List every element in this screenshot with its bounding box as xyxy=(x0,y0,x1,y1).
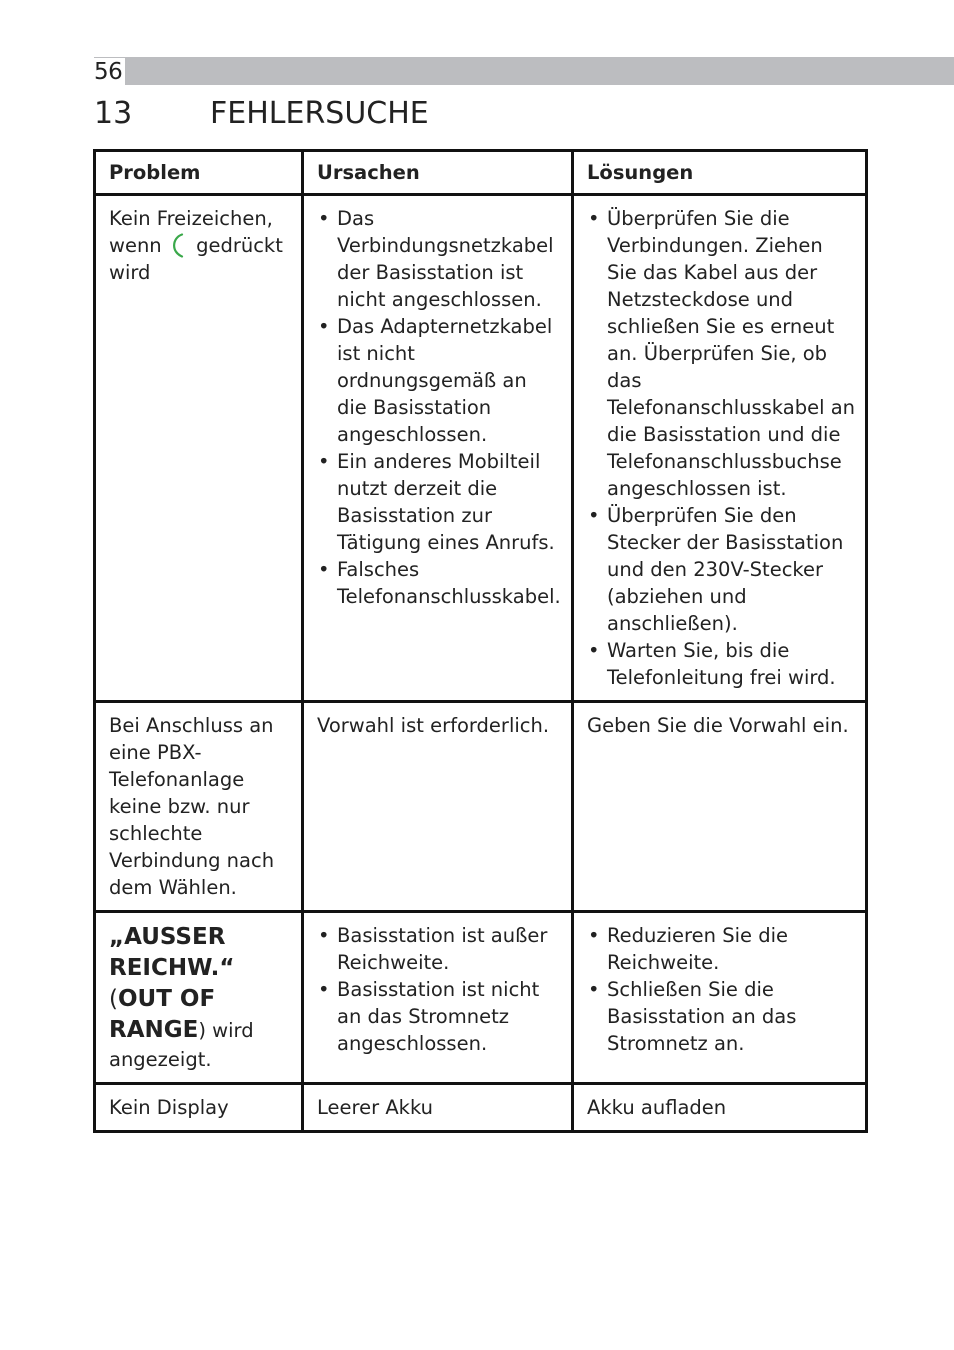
list-item: • Überprüfen Sie den Stecker der Basisstation und den 230V-Stecker (abziehen und anschließen). xyxy=(587,502,855,637)
header-problem: Problem xyxy=(95,151,303,195)
causes-cell xyxy=(303,912,573,1084)
problem-text-part2: gedrückt wird xyxy=(109,234,283,284)
problem-bold-german: „AUSSER REICHW.“ xyxy=(109,924,235,981)
list-item: • Schließen Sie die Basisstation an das Stromnetz an. xyxy=(587,976,855,1057)
solutions-list xyxy=(587,922,855,1057)
green-call-handset-icon xyxy=(168,232,190,259)
list-item: • Warten Sie, bis die Telefonleitung frei wird. xyxy=(587,637,855,691)
problem-bold-english: OUT OF RANGE xyxy=(109,986,216,1043)
list-item: • Das Adapternetzkabel ist nicht ordnungsgemäß an die Basisstation angeschlossen. xyxy=(317,313,561,448)
table-row xyxy=(95,912,867,1084)
troubleshooting-table xyxy=(93,149,868,1133)
table-row xyxy=(95,702,867,912)
list-item: • Basisstation ist außer Reichweite. xyxy=(317,922,561,976)
list-item: • Basisstation ist nicht an das Stromnetz angeschlossen. xyxy=(317,976,561,1057)
solutions-cell xyxy=(573,195,867,702)
page-number: 56 xyxy=(94,58,125,86)
solution-cell: Akku aufladen xyxy=(573,1084,867,1132)
problem-cell: Bei Anschluss an eine PBX-Telefonanlage keine bzw. nur schlechte Verbindung nach dem Wählen. xyxy=(95,702,303,912)
section-number: 13 xyxy=(94,96,133,131)
table-header-row xyxy=(95,151,867,195)
table-row xyxy=(95,195,867,702)
causes-list xyxy=(317,922,561,1057)
list-item: • Falsches Telefonanschlusskabel. xyxy=(317,556,561,610)
causes-cell xyxy=(303,195,573,702)
list-item: • Ein anderes Mobilteil nutzt derzeit die Basisstation zur Tätigung eines Anrufs. xyxy=(317,448,561,556)
causes-list xyxy=(317,205,561,610)
problem-cell: Kein Display xyxy=(95,1084,303,1132)
page-header-bar xyxy=(94,57,954,85)
problem-paren-open: ( xyxy=(109,986,118,1012)
list-item: • Das Verbindungsnetzkabel der Basisstation ist nicht angeschlossen. xyxy=(317,205,561,313)
solution-cell: Geben Sie die Vorwahl ein. xyxy=(573,702,867,912)
problem-rest: ) wird angezeigt. xyxy=(109,1019,254,1071)
list-item: • Reduzieren Sie die Reichweite. xyxy=(587,922,855,976)
cause-cell: Vorwahl ist erforderlich. xyxy=(303,702,573,912)
table-row xyxy=(95,1084,867,1132)
problem-cell xyxy=(95,912,303,1084)
problem-text-part1: Kein Freizeichen, wenn xyxy=(109,207,273,257)
header-causes: Ursachen xyxy=(303,151,573,195)
cause-cell: Leerer Akku xyxy=(303,1084,573,1132)
problem-cell xyxy=(95,195,303,702)
list-item: • Überprüfen Sie die Verbindungen. Ziehen Sie das Kabel aus der Netzsteckdose und schließen Sie es erneut an. Überprüfen Sie, ob das Telefonanschlusskabel an die Basisstation und die Telefonanschlussbuchse angeschlossen ist. xyxy=(587,205,855,502)
header-solutions: Lösungen xyxy=(573,151,867,195)
solutions-cell xyxy=(573,912,867,1084)
section-heading xyxy=(94,92,429,136)
section-title: FEHLERSUCHE xyxy=(210,96,429,131)
solutions-list xyxy=(587,205,855,691)
